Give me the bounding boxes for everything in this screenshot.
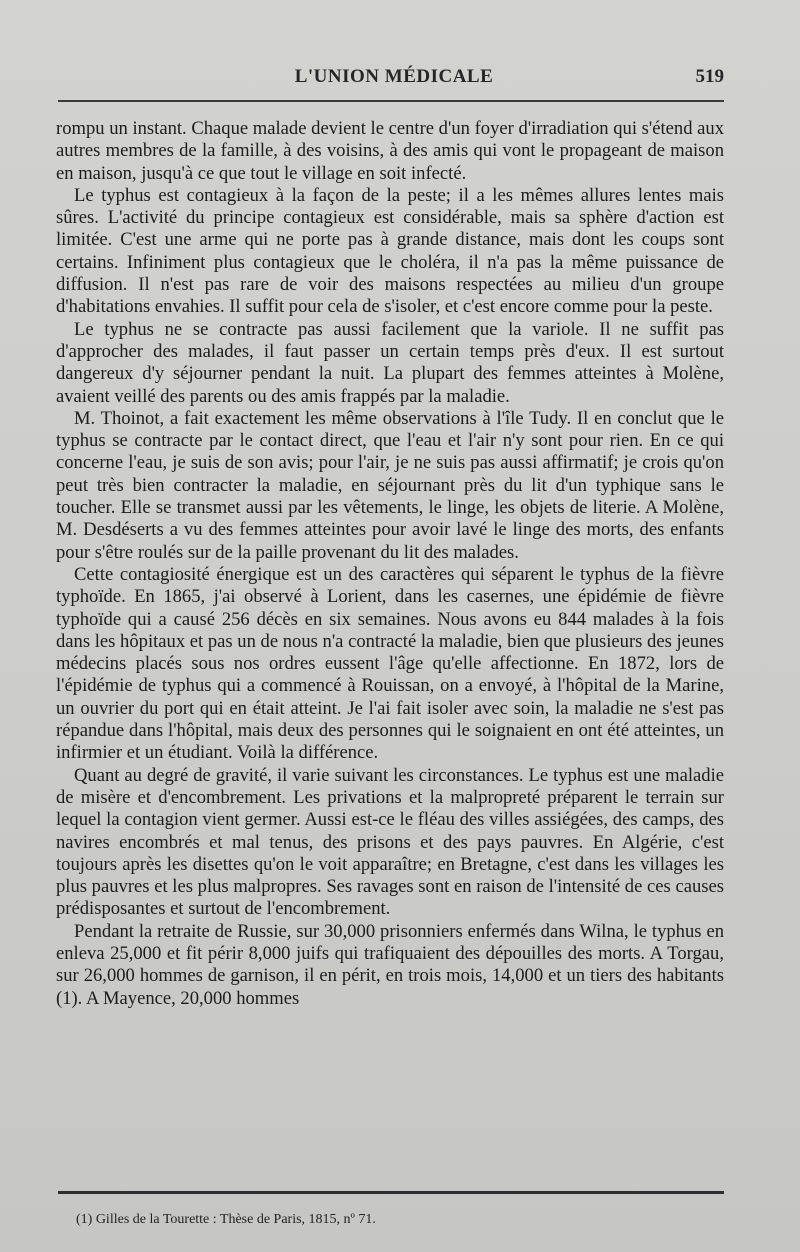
footnote: (1) Gilles de la Tourette : Thèse de Paris, 1815, nº 71. — [76, 1212, 376, 1227]
header-rule — [58, 100, 724, 102]
paragraph: M. Thoinot, a fait exactement les même observations à l'île Tudy. Il en conclut que le typhus se contracte par le contact direct, que l'eau et l'air n'y sont pour rien. En ce qui concerne l'eau, je suis de son avis; pour l'air, je ne suis pas aussi affirmatif; je crois qu'on peut très bien contracter la maladie, en séjournant près du lit d'un typhique sans le toucher. Elle se transmet aussi par les vêtements, le linge, les objets de literie. A Molène, M. Desdéserts a vu des femmes atteintes pour avoir lavé le linge des morts, des enfants pour s'être roulés sur de la paille provenant du lit des malades. — [56, 407, 724, 563]
paragraph: Cette contagiosité énergique est un des caractères qui séparent le typhus de la fièvre typhoïde. En 1865, j'ai observé à Lorient, dans les casernes, une épidémie de fièvre typhoïde qui a causé 256 décès en six semaines. Nous avons eu 844 malades à la fois dans les hôpitaux et pas un de nous n'a contracté la maladie, bien que plusieurs des jeunes médecins placés sous nos ordres eussent l'âge qu'elle affectionne. En 1872, lors de l'épidémie de typhus qui a commencé à Rouissan, on a envoyé, à l'hôpital de la Marine, un ouvrier du port qui en était atteint. Je l'ai fait isoler avec soin, la maladie ne s'est pas répandue dans l'hôpital, mais deux des personnes qui le soignaient en ont été atteintes, un infirmier et un étudiant. Voilà la différence. — [56, 563, 724, 764]
page-header — [56, 66, 732, 96]
paragraph: rompu un instant. Chaque malade devient le centre d'un foyer d'irradiation qui s'étend aux autres membres de la famille, à des voisins, à des amis qui vont le propageant de maison en maison, jusqu'à ce que tout le village en soit infecté. — [56, 118, 724, 184]
running-title: L'UNION MÉDICALE — [294, 66, 494, 87]
page-number: 519 — [695, 66, 724, 87]
paragraph: Quant au degré de gravité, il varie suivant les circonstances. Le typhus est une maladie de misère et d'encombrement. Les privations et la malpropreté préparent le terrain sur lequel la contagion vient germer. Aussi est-ce le fléau des villes assiégées, des camps, des navires encombrés et mal tenus, des prisons et des pays pauvres. En Algérie, c'est toujours après les disettes qu'on le voit apparaître; en Bretagne, c'est dans les villages les plus pauvres et les plus malpropres. Ses ravages sont en raison de l'intensité de ces causes prédisposantes et surtout de l'encombrement. — [56, 764, 724, 920]
paragraph: Pendant la retraite de Russie, sur 30,000 prisonniers enfermés dans Wilna, le typhus en enleva 25,000 et fit périr 8,000 juifs qui trafiquaient des dépouilles des morts. A Torgau, sur 26,000 hommes de garnison, il en périt, en trois mois, 14,000 et un tiers des habitants (1). A Mayence, 20,000 hommes — [56, 920, 724, 1009]
body-text — [56, 118, 724, 1010]
paragraph: Le typhus ne se contracte pas aussi facilement que la variole. Il ne suffit pas d'approcher des malades, il faut passer un certain temps près d'eux. Il est surtout dangereux d'y séjourner pendant la nuit. La plupart des femmes atteintes à Molène, avaient veillé des parents ou des amis frappés par la maladie. — [56, 318, 724, 407]
paragraph: Le typhus est contagieux à la façon de la peste; il a les mêmes allures lentes mais sûres. L'activité du principe contagieux est considérable, mais sa sphère d'action est limitée. C'est une arme qui ne porte pas à grande distance, mais dont les coups sont certains. Infiniment plus contagieux que le choléra, il n'a pas la même puissance de diffusion. Il n'est pas rare de voir des maisons respectées au milieu d'un groupe d'habitations envahies. Il suffit pour cela de s'isoler, et c'est encore comme pour la peste. — [56, 184, 724, 318]
footnote-rule — [58, 1191, 724, 1194]
